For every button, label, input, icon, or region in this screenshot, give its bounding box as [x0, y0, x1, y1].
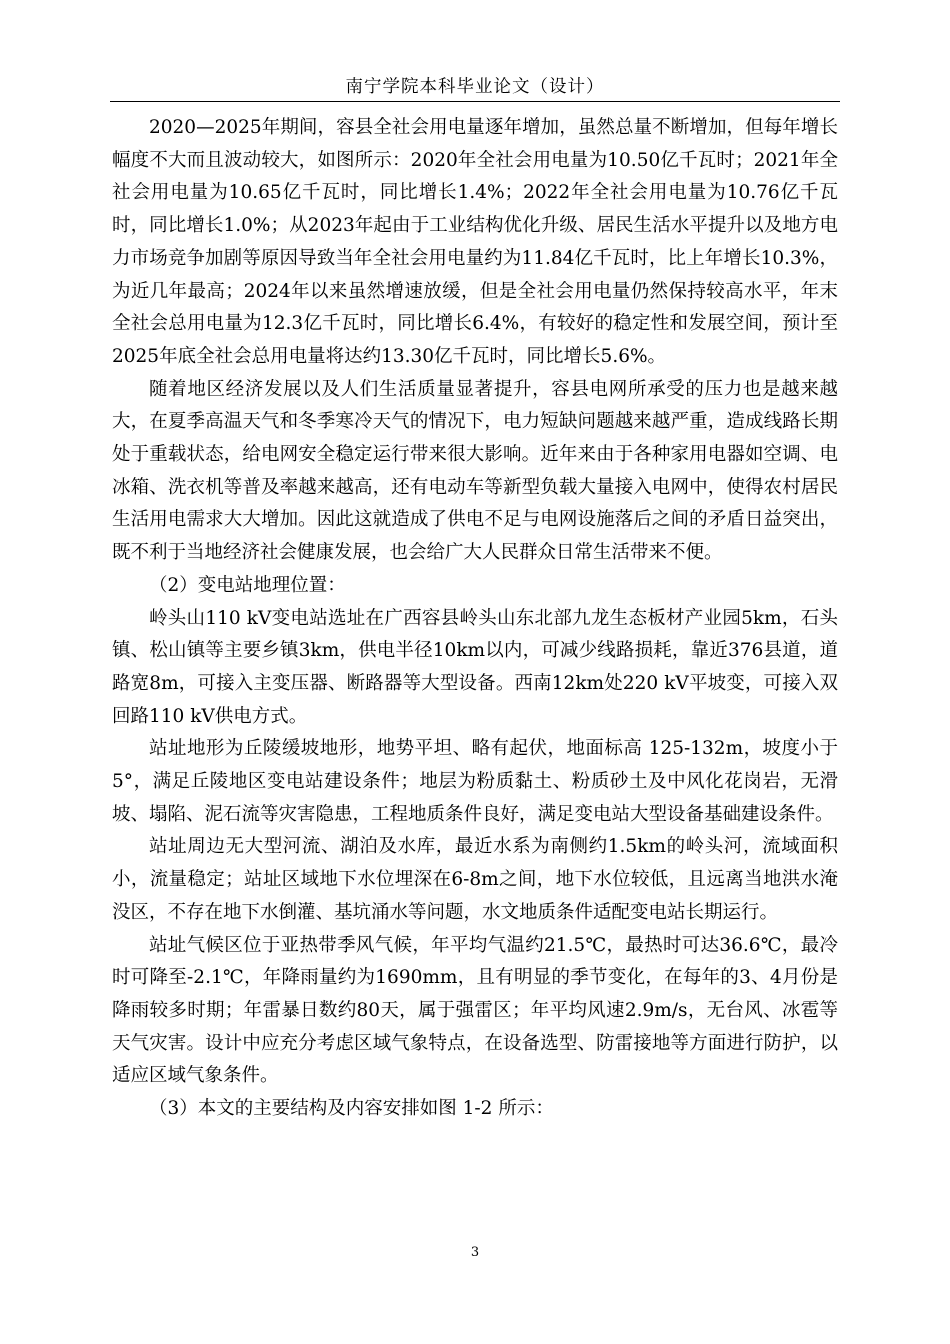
paragraph-grid-pressure: 随着地区经济发展以及人们生活质量显著提升，容县电网所承受的压力也是越来越大，在夏季高温天气和冬季寒冷天气的情况下，电力短缺问题越来越严重，造成线路长期处于重载状态，给电网安全稳定运行带来很大影响。近年来由于各种家用电器如空调、电冰箱、洗衣机等普及率越来越高，还有电动车等新型负载大量接入电网中，使得农村居民生活用电需求大大增加。因此这就造成了供电不足与电网设施落后之间的矛盾日益突出，既不利于当地经济社会健康发展，也会给广大人民群众日常生活带来不便。	[112, 378, 838, 564]
section-heading-location: （2）变电站地理位置：	[149, 574, 346, 596]
paragraph-electricity-consumption: 2020—2025年期间，容县全社会用电量逐年增加，虽然总量不断增加，但每年增长幅度不大而且波动较大，如图所示：2020年全社会用电量为10.50亿千瓦时；2021年全社会用电量为10.65亿千瓦时，同比增长1.4%；2022年全社会用电量为10.76亿千瓦时，同比增长1.0%；从2023年起由于工业结构优化升级、居民生活水平提升以及地方电力市场竞争加剧等原因导致当年全社会用电量约为11.84亿千瓦时，比上年增长10.3%，为近几年最高；2024年以来虽然增速放缓，但是全社会用电量仍然保持较高水平，年末全社会总用电量为12.3亿千瓦时，同比增长6.4%，有较好的稳定性和发展空间，预计至2025年底全社会总用电量将达约13.30亿千瓦时，同比增长5.6%。	[112, 117, 838, 367]
section-heading-structure: （3）本文的主要结构及内容安排如图 1-2 所示：	[149, 1098, 554, 1120]
page-header-title: 南宁学院本科毕业论文（设计）	[345, 77, 605, 97]
body-text	[112, 112, 838, 1126]
paragraph-terrain: 站址地形为丘陵缓坡地形，地势平坦、略有起伏，地面标高 125-132m，坡度小于5°，满足丘陵地区变电站建设条件；地层为粉质黏土、粉质砂土及中风化花岗岩，无滑坡、塌陷、泥石流等灾害隐患，工程地质条件良好，满足变电站大型设备基础建设条件。	[112, 738, 838, 825]
paragraph-site-location: 岭头山110 kV变电站选址在广西容县岭头山东北部九龙生态板材产业园5km，石头镇、松山镇等主要乡镇3km，供电半径10km以内，可减少线路损耗，靠近376县道，道路宽8m，可接入主变压器、断路器等大型设备。西南12km处220 kV平坡变，可接入双回路110 kV供电方式。	[112, 607, 838, 727]
header-divider	[110, 101, 840, 102]
paragraph-climate: 站址气候区位于亚热带季风气候，年平均气温约21.5℃，最热时可达36.6℃，最冷时可降至-2.1℃，年降雨量约为1690mm，且有明显的季节变化，在每年的3、4月份是降雨较多时期；年雷暴日数约80天，属于强雷区；年平均风速2.9m/s，无台风、冰雹等天气灾害。设计中应充分考虑区域气象特点，在设备选型、防雷接地等方面进行防护，以适应区域气象条件。	[112, 934, 838, 1087]
page-number: 3	[470, 1245, 480, 1260]
paragraph-hydrology: 站址周边无大型河流、湖泊及水库，最近水系为南侧约1.5km的岭头河，流域面积小，流量稳定；站址区域地下水位埋深在6-8m之间，地下水位较低，且远离当地洪水淹没区，不存在地下水倒灌、基坑涌水等问题，水文地质条件适配变电站长期运行。	[112, 836, 838, 923]
